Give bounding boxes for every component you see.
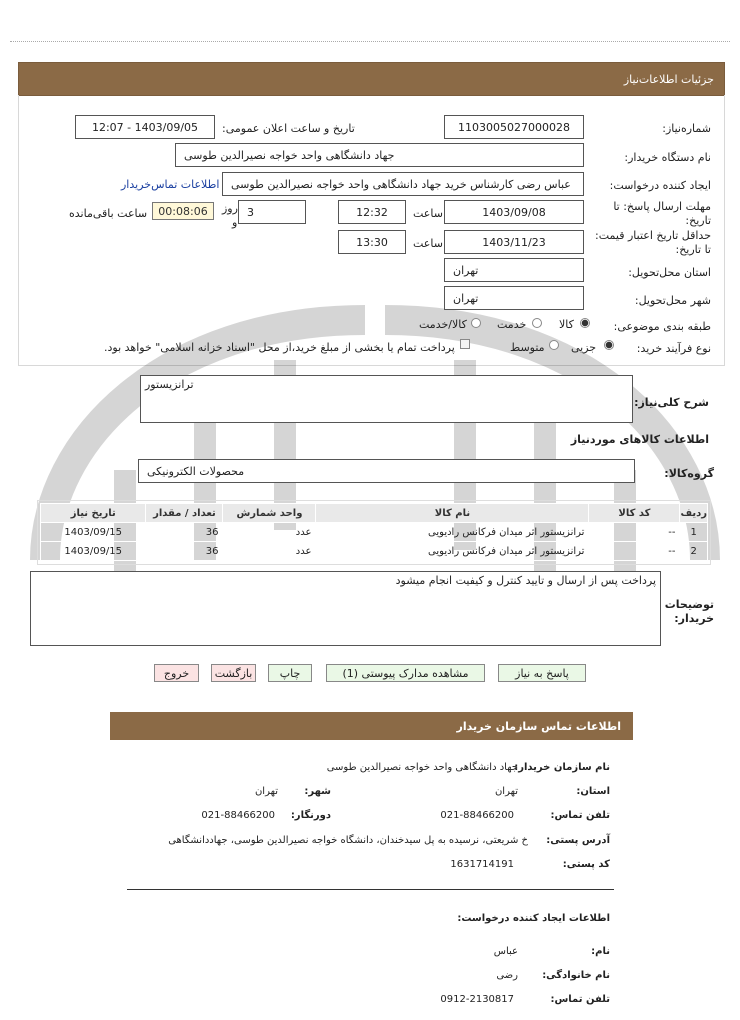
goods-group-field: محصولات الکترونیکی — [138, 459, 635, 483]
payment-note: پرداخت تمام یا بخشی از مبلغ خرید،از محل "اسناد خزانه اسلامی" خواهد بود. — [104, 341, 455, 354]
category-radio-both[interactable] — [471, 318, 481, 331]
row-name: ترانزیستور اثر میدان فرکانس رادیویی — [316, 523, 589, 542]
org-label: نام سازمان خریدار: — [514, 762, 610, 773]
col-qty-header: تعداد / مقدار — [146, 504, 223, 523]
col-unit-header: واحد شمارش — [223, 504, 316, 523]
category-both-label: کالا/خدمت — [419, 318, 467, 331]
contact-city-label: شهر: — [304, 786, 331, 797]
contact-header — [110, 712, 633, 740]
back-button[interactable]: بازگشت — [211, 664, 256, 682]
contact-fax-label: دورنگار: — [290, 810, 331, 821]
contact-divider — [127, 889, 614, 890]
col-name-header: نام کالا — [316, 504, 589, 523]
row-name: ترانزیستور اثر میدان فرکانس رادیویی — [316, 542, 589, 561]
contact-phone-value: 021-88466200 — [440, 810, 514, 821]
validity-label: حداقل تاریخ اعتبار قیمت: تا تاریخ: — [595, 229, 711, 256]
days-label: روز — [222, 202, 238, 215]
contact-city-value: تهران — [254, 786, 278, 797]
creator-phone-value: 0912-2130817 — [440, 994, 514, 1005]
section-header — [18, 62, 725, 96]
process-radio-minor[interactable] — [604, 340, 614, 353]
row-unit: عدد — [223, 523, 316, 542]
exit-button[interactable]: خروج — [154, 664, 199, 682]
category-label: طبقه بندی موضوعی: — [613, 320, 711, 333]
reply-time-label: ساعت — [413, 207, 443, 220]
province-label: استان محل‌تحویل: — [628, 266, 711, 279]
buyer-contact-link[interactable]: اطلاعات تماس‌خریدار — [121, 178, 220, 191]
buyer-notes-textarea: پرداخت پس از ارسال و تایید کنترل و کیفیت انجام میشود — [30, 571, 661, 646]
postal-value: 1631714191 — [450, 859, 514, 870]
buyer-notes-label: توضیحات خریدار: — [664, 598, 714, 625]
goods-info-label: اطلاعات کالاهای موردنیاز — [570, 433, 709, 446]
reply-time-field: 12:32 — [338, 200, 406, 224]
section-title: جزئیات اطلاعات‌نیاز — [623, 73, 714, 86]
buyer-org-label: نام دستگاه خریدار: — [624, 151, 711, 164]
goods-group-label: گروه‌کالا: — [664, 467, 714, 480]
row-unit: عدد — [223, 542, 316, 561]
process-medium-label: متوسط — [510, 341, 545, 354]
reply-deadline-label: مهلت ارسال پاسخ: تا تاریخ: — [613, 200, 711, 227]
announce-field: 1403/09/05 - 12:07 — [75, 115, 215, 139]
address-label: آدرس پستی: — [546, 835, 610, 846]
province-field: تهران — [444, 258, 584, 282]
creator-name-value: عباس — [493, 946, 518, 957]
category-service-label: خدمت — [497, 318, 527, 331]
col-row-header: ردیف — [680, 504, 708, 523]
address-value: خ شریعتی، نرسیده به پل سیدخندان، دانشگاه خواجه نصیرالدین طوسی، جهاددانشگاهی — [168, 835, 528, 846]
days-field: 3 — [238, 200, 306, 224]
creator-family-label: نام خانوادگی: — [542, 970, 610, 981]
org-value: جهاد دانشگاهی واحد خواجه نصیرالدین طوسی — [326, 762, 518, 773]
remaining-timer: 00:08:06 — [152, 202, 214, 220]
days-and-label: و — [232, 216, 238, 229]
col-code-header: کد کالا — [589, 504, 680, 523]
postal-label: کد پستی: — [562, 859, 610, 870]
treasury-checkbox[interactable] — [460, 339, 470, 349]
category-radio-service[interactable] — [532, 318, 542, 331]
contact-province-label: استان: — [576, 786, 610, 797]
contact-province-value: تهران — [494, 786, 518, 797]
items-table — [40, 503, 708, 561]
remaining-label: ساعت باقی‌مانده — [69, 207, 148, 220]
process-radio-medium[interactable] — [549, 340, 559, 353]
creator-phone-label: تلفن تماس: — [550, 994, 610, 1005]
category-goods-label: کالا — [559, 318, 574, 331]
city-field: تهران — [444, 286, 584, 310]
validity-time-label: ساعت — [413, 237, 443, 250]
col-date-header: تاریخ نیاز — [41, 504, 146, 523]
need-number-label: شماره‌نیاز: — [662, 122, 711, 135]
creator-info-title: اطلاعات ایجاد کننده درخواست: — [457, 913, 610, 924]
table-row — [41, 542, 708, 561]
summary-label: شرح کلی‌نیاز: — [634, 396, 709, 409]
row-qty: 36 — [146, 523, 223, 542]
city-label: شهر محل‌تحویل: — [634, 294, 711, 307]
creator-field: عباس رضی کارشناس خرید جهاد دانشگاهی واحد خواجه نصیرالدین طوسی — [222, 172, 584, 196]
row-date: 1403/09/15 — [41, 542, 146, 561]
attachments-button[interactable]: مشاهده مدارک پیوستی (1) — [326, 664, 485, 682]
validity-time-field: 13:30 — [338, 230, 406, 254]
process-label: نوع فرآیند خرید: — [636, 342, 711, 355]
row-code: -- — [589, 523, 680, 542]
contact-fax-value: 021-88466200 — [201, 810, 275, 821]
contact-phone-label: تلفن تماس: — [550, 810, 610, 821]
announce-label: تاریخ و ساعت اعلان عمومی: — [222, 122, 355, 135]
row-number: 1 — [680, 523, 708, 542]
reply-button[interactable]: پاسخ به نیاز — [498, 664, 586, 682]
row-code: -- — [589, 542, 680, 561]
row-qty: 36 — [146, 542, 223, 561]
need-number-field: 1103005027000028 — [444, 115, 584, 139]
summary-textarea: ترانزیستور — [140, 375, 633, 423]
reply-date-field: 1403/09/08 — [444, 200, 584, 224]
validity-date-field: 1403/11/23 — [444, 230, 584, 254]
creator-label: ایجاد کننده درخواست: — [609, 179, 711, 192]
contact-title: اطلاعات تماس سازمان خریدار — [456, 720, 621, 733]
creator-name-label: نام: — [591, 946, 610, 957]
table-row — [41, 523, 708, 542]
category-radio-goods[interactable] — [580, 318, 590, 331]
row-date: 1403/09/15 — [41, 523, 146, 542]
print-button[interactable]: چاپ — [268, 664, 312, 682]
row-number: 2 — [680, 542, 708, 561]
process-minor-label: جزیی — [571, 341, 597, 354]
creator-family-value: رضی — [496, 970, 518, 981]
buyer-org-field: جهاد دانشگاهی واحد خواجه نصیرالدین طوسی — [175, 143, 584, 167]
top-divider — [10, 41, 730, 42]
